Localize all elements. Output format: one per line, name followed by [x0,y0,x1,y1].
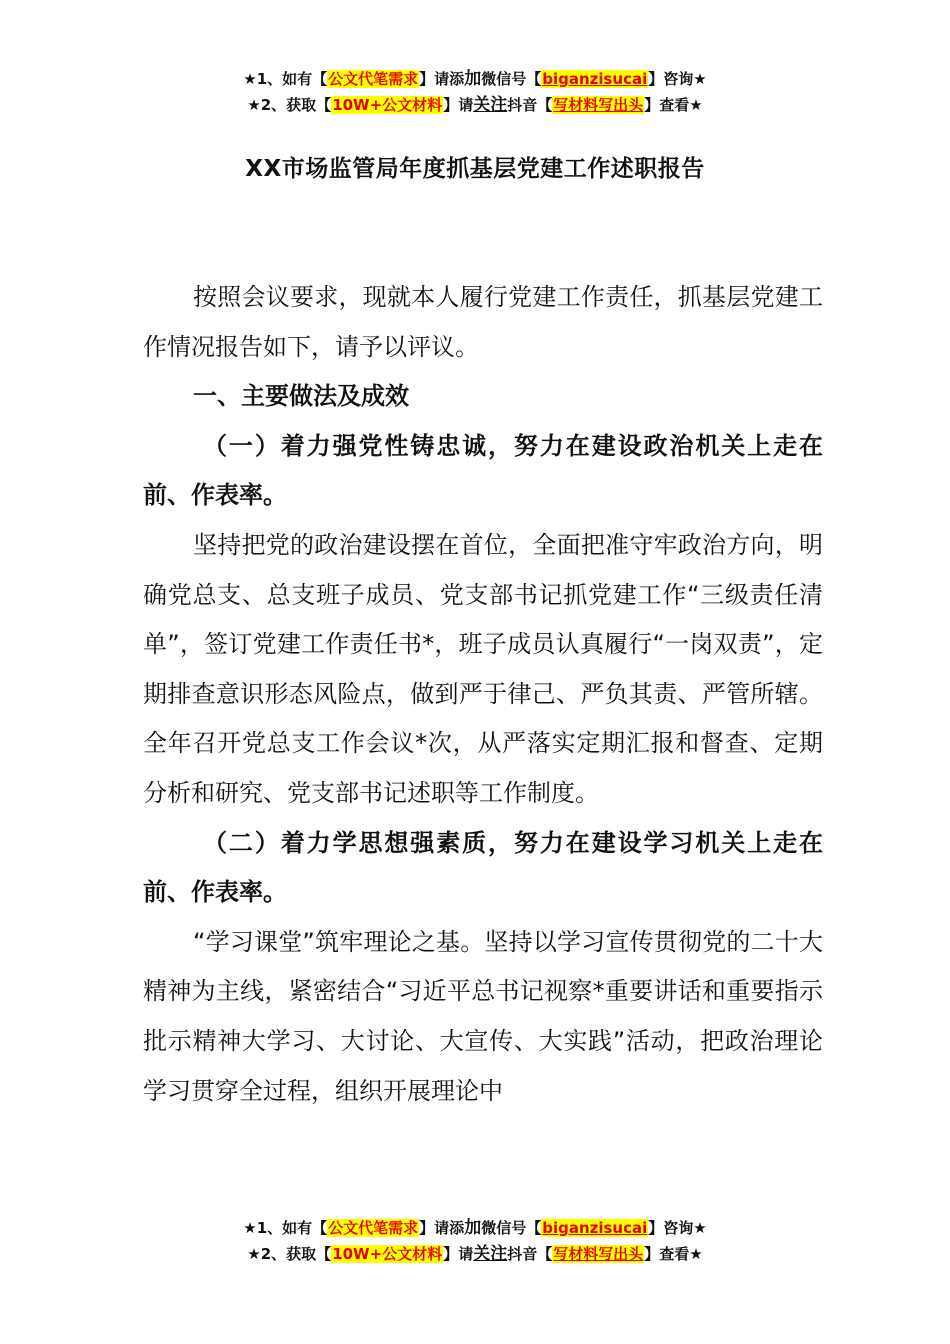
banner-text: 】咨询★ [648,70,707,88]
banner-text: ★2、获取【 [247,1245,332,1263]
subsection-heading: （二）着力学思想强素质，努力在建设学习机关上走在前、作表率。 [143,828,823,907]
banner-text: 微信号【 [481,1219,542,1237]
banner-text: 抖音【 [507,96,553,114]
document-body [143,273,823,1116]
banner-line-2 [0,1241,950,1267]
banner-highlight: 10W+公文材料 [332,96,443,114]
banner-text: ★2、获取【 [247,96,332,114]
banner-text: 】查看★ [644,1245,703,1263]
banner-text: 】查看★ [644,96,703,114]
banner-text: ★1、如有【 [243,1219,328,1237]
banner-text: 】请添 [419,70,465,88]
banner-text: 】请 [443,1245,474,1263]
banner-highlight: 公文代笔需求 [328,1219,419,1237]
banner-text: 微信号【 [481,70,542,88]
banner-highlight-douyin: 写材料写出头 [553,1245,644,1263]
intro-paragraph: 按照会议要求，现就本人履行党建工作责任，抓基层党建工作情况报告如下，请予以评议。 [143,283,823,361]
banner-line-2 [0,92,950,118]
banner-text: 】咨询★ [648,1219,707,1237]
banner-emphasis: 加 [464,69,482,89]
section-heading: 一、主要做法及成效 [193,382,409,411]
footer-banner [0,1215,950,1267]
banner-emphasis: 关注 [473,95,508,115]
banner-text: 】请 [443,96,474,114]
banner-highlight: 10W+公文材料 [332,1245,443,1263]
banner-line-1 [0,1215,950,1241]
banner-highlight-wechat: biganzisucai [542,1219,648,1237]
banner-highlight: 公文代笔需求 [328,70,419,88]
subsection-heading: （一）着力强党性铸忠诚，努力在建设政治机关上走在前、作表率。 [143,431,823,510]
body-paragraph: 坚持把党的政治建设摆在首位，全面把准守牢政治方向，明确党总支、总支班子成员、党支部书记抓党建工作“三级责任清单”，签订党建工作责任书*，班子成员认真履行“一岗双责”，定期排查意识形态风险点，做到严于律己、严负其责、严管所辖。全年召开党总支工作会议*次，从严落实定期汇报和督查、定期分析和研究、党支部书记述职等工作制度。 [143,530,823,807]
header-banner [0,66,950,118]
banner-text: ★1、如有【 [243,70,328,88]
banner-highlight-wechat: biganzisucai [542,70,648,88]
banner-emphasis: 关注 [473,1244,508,1264]
banner-text: 抖音【 [507,1245,553,1263]
banner-emphasis: 加 [464,1218,482,1238]
banner-highlight-douyin: 写材料写出头 [553,96,644,114]
document-title: XX市场监管局年度抓基层党建工作述职报告 [245,156,705,182]
banner-text: 】请添 [419,1219,465,1237]
body-paragraph: “学习课堂”筑牢理论之基。坚持以学习宣传贯彻党的二十大精神为主线，紧密结合“习近平总书记视察*重要讲话和重要指示批示精神大学习、大讨论、大宣传、大实践”活动，把政治理论学习贯穿全过程，组织开展理论中 [143,927,823,1105]
banner-line-1 [0,66,950,92]
